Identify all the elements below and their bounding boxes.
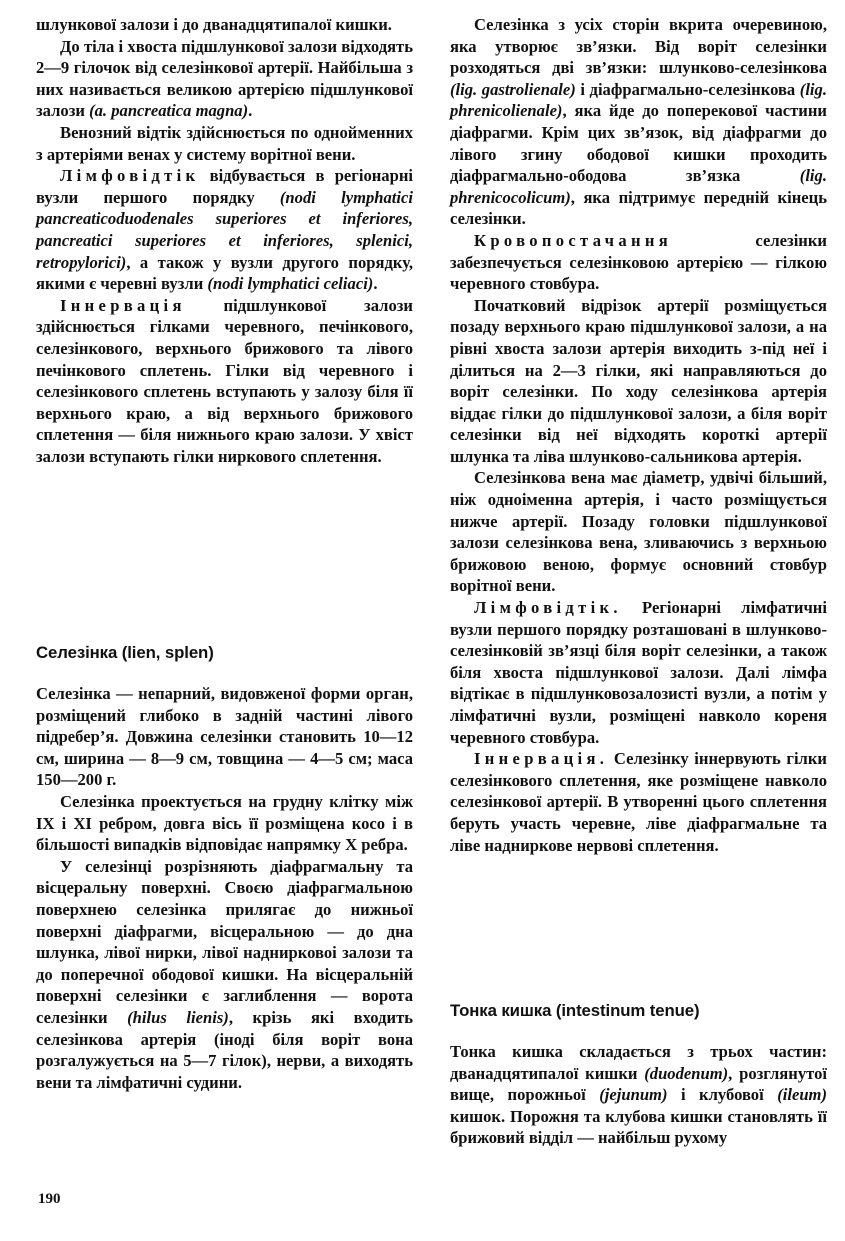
term-innervation: Іннервація. [474,749,609,769]
paragraph: Венозний відтік здійснюється по однойменних з артеріями венах у систему ворітної вени. [36,122,413,164]
term-blood-supply: Кровопостачання [474,230,672,250]
paragraph [450,230,827,295]
section-heading-small-intestine: Тонка кишка (intestinum tenue) [450,1001,700,1020]
right-column-intestine [450,1041,827,1149]
term-lymph: Лімфовідтік. [474,598,622,618]
paragraph: Селезінка проектується на грудну клітку між IX і XI ребром, довга вісь її розміщена косо і в більшості випадків відповідає напрямку X ребра. [36,791,413,855]
left-column [36,14,413,467]
left-column-spleen [36,683,413,1093]
term-lymph: Лімфовідтік [60,166,200,186]
paragraph: Селезінкова вена має діаметр, удвічі більший, ніж одноіменна артерія, і часто розміщується нижче артерії. Позаду головки підшлункової залози селезінкова вена, зливаючись з верхньою брижовою веною, формує основний стовбур ворітної вени. [450,468,827,596]
paragraph-text: Регіонарні лімфатичні вузли першого порядку розташовані в шлунково-селезінковій зв’язці біля воріт селезінки, а також біля хвоста підшлункової залози. Далі лімфа відтікає в підшлунковозалозисті вузли, а потім у лімфатичні вузли, розміщені навколо кореня черевного стовбура. [450,598,827,747]
paragraph: Початковий відрізок артерії розміщується позаду верхнього краю підшлункової залози, а на рівні хвоста залози артерія виходить з-під неї і ділиться на 2—3 гілки, які направляються до воріт селезінки. По ходу селезінкова артерія віддає гілки до підшлункової залози, а біля воріт селезінки від неї відходять короткі артерії шлунка та ліва шлунково-сальникова артерія. [450,295,827,466]
term-innervation: Іннервація [60,295,186,315]
paragraph: Селезінка — непарний, видовженої форми орган, розміщений глибоко в задній частині лівого підребер’я. Довжина селезінки становить 10—12 см, ширина — 8—9 см, товщина — 4—5 см; маса 150—200 г. [36,684,413,790]
paragraph [450,597,827,748]
page-number: 190 [38,1191,61,1207]
paragraph [450,748,827,856]
paragraph: Лімфовідтік відбувається в регіонарні вузли першого порядку (nodi lymphatici pancreaticoduodenales superiores et inferiores, pancreatici superiores et inferiores, splenici, retropylorici), а також у вузли другого порядку, якими є черевні вузли (nodi lymphatici celiaci). [36,166,413,294]
paragraph-text: селезінки забезпечується селезінковою артерією — гілкою черевного стовбура. [450,230,827,294]
paragraph: Іннервація підшлункової залози здійснюється гілками черевного, печінкового, селезінкового, верхнього брижового та лівого печінкового сплетень. Гілки від черевного і селезінкового сплетень вступають у залозу біля її верхнього краю, а від верхнього брижового сплетення — біля нижнього краю залози. У хвіст залози вступають гілки ниркового сплетення. [36,295,413,466]
paragraph: До тіла і хвоста підшлункової залози відходять 2—9 гілочок від селезінкової артерії. Найбільша з них називається великою артерією підшлункової залози (a. pancreatica magna). [36,36,413,121]
paragraph: У селезінці розрізняють діафрагмальну та вісцеральну поверхні. Своєю діафрагмальною поверхнею селезінка прилягає до нижньої поверхні діафрагми, вісцеральною — до дна шлунка, лівої нирки, лівої наднирковоі залози та до поперечної ободової кишки. На вісцеральній поверхні селезінки є заглиблення — ворота селезінки (hilus lienis), крізь які входить селезінкова артерія (іноді біля воріт вона розгалужується на 5—7 гілок), нерви, а виходять вени та лімфатичні судини. [36,856,414,1092]
paragraph: Селезінка з усіх сторін вкрита очеревиною, яка утворює зв’язки. Від воріт селезінки розходяться дві зв’язки: шлунково-селезінкова (lig. gastrolienale) і діафрагмально-селезінкова (lig. phrenicolienale), яка йде до поперекової частини діафрагми. Крім цих зв’язок, від діафрагми до лівого згину ободової кишки проходить діафрагмально-ободова зв’язка (lig. phrenicocolicum), яка підтримує передній кінець селезінки. [450,15,827,229]
paragraph: шлункової залози і до дванадцятипалої кишки. [36,15,392,34]
section-heading-spleen: Селезінка (lien, splen) [36,643,214,662]
paragraph-text: Селезінку іннервують гілки селезінкового сплетення, яке розміщене навколо селезінкової артерії. В утворенні цього сплетення беруть участь черевне, ліве діафрагмальне та ліве надниркове нервові сплетення. [450,749,827,855]
right-column [450,14,827,856]
paragraph: Тонка кишка складається з трьох частин: дванадцятипалої кишки (duodenum), розглянутої вище, порожньої (jejunum) і клубової (ileum) кишок. Порожня та клубова кишки становлять її брижовий відділ — найбільш рухому [450,1042,827,1148]
